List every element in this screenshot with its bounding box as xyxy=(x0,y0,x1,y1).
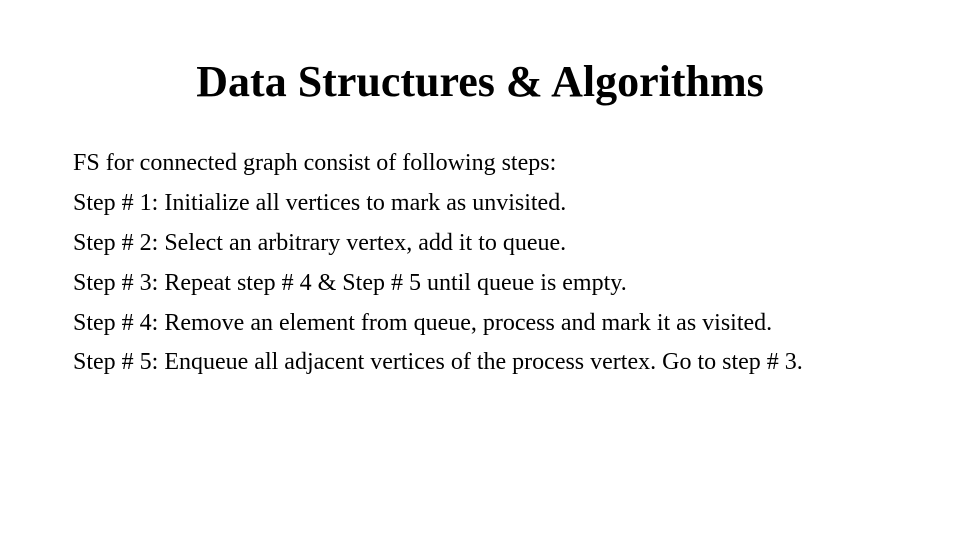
slide-body xyxy=(73,143,903,377)
step-5-line: Step # 5: Enqueue all adjacent vertices of the process vertex. Go to step # 3. xyxy=(73,349,803,375)
step-3-line: Step # 3: Repeat step # 4 & Step # 5 until queue is empty. xyxy=(73,270,627,296)
slide-title: Data Structures & Algorithms xyxy=(196,57,764,106)
step-2-line: Step # 2: Select an arbitrary vertex, add it to queue. xyxy=(73,230,567,256)
step-4-line: Step # 4: Remove an element from queue, process and mark it as visited. xyxy=(73,310,773,336)
intro-line: FS for connected graph consist of following steps: xyxy=(73,150,557,176)
step-1-line: Step # 1: Initialize all vertices to mark as unvisited. xyxy=(73,190,567,216)
